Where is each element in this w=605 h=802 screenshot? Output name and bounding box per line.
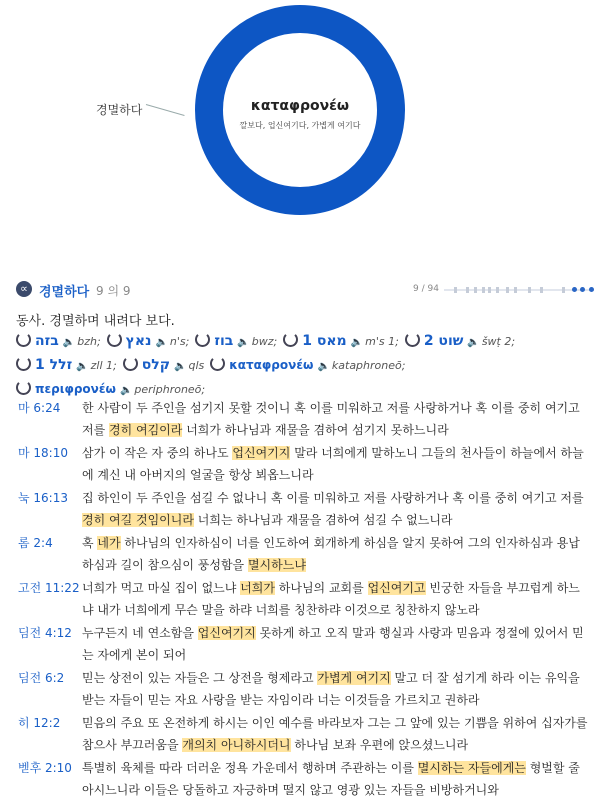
- speaker-icon[interactable]: 🔈: [350, 337, 364, 348]
- verse-text: [82, 487, 591, 531]
- verse-text-part: 믿음의 주요 또 온전하게 하시는 이인 예수를 바라보자 그는 그 앞에 있는 기쁨을 위하여 십자가를 참으사 부끄러움을: [82, 716, 588, 752]
- related-words-icon[interactable]: [16, 356, 31, 371]
- highlighted-word: 네가: [97, 536, 121, 550]
- lemma-form: [210, 354, 405, 378]
- verse-text-part: 혹: [82, 536, 98, 550]
- related-words-icon[interactable]: [123, 356, 138, 371]
- donut-side-label: 경멸하다: [96, 103, 143, 117]
- verse-row: [16, 487, 591, 531]
- donut-svg: [0, 0, 605, 270]
- highlighted-word: 경히 여길 것임이니라: [82, 513, 194, 527]
- transliteration: qls: [188, 359, 205, 372]
- sense-header: [16, 281, 591, 299]
- lemma-form: [107, 330, 190, 354]
- verse-row: [16, 577, 591, 621]
- verse-reference[interactable]: 히 12:2: [18, 716, 61, 730]
- verse-row: [16, 712, 591, 756]
- verse-text: [82, 712, 591, 756]
- speaker-icon[interactable]: 🔈: [467, 337, 480, 348]
- verse-row: [16, 667, 591, 711]
- verse-reference[interactable]: 벧후 2:10: [18, 761, 72, 775]
- verse-text-part: 하나님의 인자하심이 너를 인도하여 회개하게 하심을 알지 못하여 그의 인자하심과 용납하심과 길이 참으심이 풍성함을: [82, 536, 580, 572]
- related-words-icon[interactable]: [405, 332, 420, 347]
- verse-text-part: 빈궁한 자들을 부끄럽게 하느냐 내가 너희에게 무슨 말을 하랴 너희를 칭찬하랴 이것으로 칭찬하지 않노라: [82, 581, 580, 617]
- speaker-icon[interactable]: 🔈: [237, 337, 250, 348]
- lemma-forms: [16, 330, 591, 402]
- verse-text-part: 형벌할 줄 아시느니라 이들은 당돌하고 자긍하며 떨지 않고 영광 있는 자들을 비방하거니와: [82, 761, 580, 797]
- verse-row: [16, 757, 591, 801]
- verse-text: [82, 532, 591, 576]
- related-words-icon[interactable]: [210, 356, 225, 371]
- lemma-form: [195, 330, 277, 354]
- transliteration: m's 1;: [365, 335, 399, 348]
- donut-center-title: καταφρονέω: [250, 98, 350, 114]
- speaker-icon[interactable]: 🔈: [155, 337, 168, 348]
- lemma-form: [123, 354, 205, 378]
- speaker-icon[interactable]: 🔈: [76, 361, 89, 372]
- lemma-link[interactable]: שוט 2: [423, 333, 464, 349]
- speaker-icon[interactable]: 🔈: [174, 361, 187, 372]
- verse-text-part: 누구든지 네 연소함을: [82, 626, 198, 640]
- transliteration: n's;: [169, 335, 190, 348]
- verse-text-part: 말고 더 잘 섬기게 하라 이는 유익을 받는 자들이 믿는 자요 사랑을 받는 자임이라 너는 이것들을 가르치고 권하라: [82, 671, 580, 707]
- verse-list: [16, 397, 591, 802]
- verse-text-part: 삼가 이 작은 자 중의 하나도: [82, 446, 233, 460]
- related-words-icon[interactable]: [107, 332, 122, 347]
- verse-reference[interactable]: 고전 11:22: [18, 581, 80, 595]
- verse-text: [82, 577, 591, 621]
- sense-count: 9 의 9: [96, 284, 131, 298]
- related-words-icon[interactable]: [16, 332, 31, 347]
- transliteration: bzh;: [77, 335, 101, 348]
- highlighted-word: 경히 여김이라: [109, 423, 183, 437]
- verse-reference[interactable]: 마 18:10: [18, 446, 68, 460]
- highlighted-word: 업신여기고: [367, 581, 426, 595]
- lemma-link[interactable]: זלל 1: [35, 357, 73, 373]
- nav-position: 9 / 94: [413, 284, 439, 294]
- verse-reference[interactable]: 마 6:24: [18, 401, 61, 415]
- lemma-form: [16, 354, 117, 378]
- donut-center-subtitle: 깔보다, 업신여기다, 가볍게 여기다: [239, 121, 361, 130]
- verse-reference[interactable]: 눅 16:13: [18, 491, 68, 505]
- transliteration: šwṭ 2;: [481, 335, 516, 348]
- lemma-link[interactable]: בזה: [35, 333, 59, 349]
- transliteration: bwz;: [251, 335, 278, 348]
- transliteration: zll 1;: [90, 359, 117, 372]
- verse-row: [16, 397, 591, 441]
- verse-reference[interactable]: 딤전 6:2: [18, 671, 65, 685]
- sense-timeline[interactable]: [444, 289, 594, 291]
- related-words-icon[interactable]: [283, 332, 298, 347]
- verse-reference[interactable]: 딤전 4:12: [18, 626, 72, 640]
- definition-text: 동사. 경멸하며 내려다 보다.: [16, 314, 175, 329]
- verse-text-part: 못하게 하고 오직 말과 행실과 사랑과 믿음과 정절에 있어서 믿는 자에게 본이 되어: [82, 626, 584, 662]
- lemma-link[interactable]: בוז: [214, 333, 234, 349]
- highlighted-word: 개의치 아니하시더니: [182, 738, 291, 752]
- verse-text-part: 한 사람이 두 주인을 섬기지 못할 것이니 혹 이를 미워하고 저를 사랑하거나 혹 이를 중히 여기고 저를: [82, 401, 580, 437]
- transliteration: kataphroneō;: [331, 359, 406, 372]
- highlighted-word: 멸시하느냐: [247, 558, 306, 572]
- lemma-link[interactable]: καταφρονέω: [229, 358, 314, 372]
- highlighted-word: 너희가: [240, 581, 275, 595]
- verse-text: [82, 667, 591, 711]
- verse-text-part: 집 하인이 두 주인을 섬길 수 없나니 혹 이를 미워하고 저를 사랑하거나 혹 이를 중히 여기고 저를: [82, 491, 584, 505]
- speaker-icon[interactable]: 🔈: [317, 361, 330, 372]
- verse-text: [82, 442, 591, 486]
- verse-text-part: 하나님의 교회를: [274, 581, 368, 595]
- verse-text: [82, 397, 591, 441]
- speaker-icon[interactable]: 🔈: [62, 337, 76, 348]
- lemma-link[interactable]: קלס: [141, 357, 171, 373]
- sense-donut-chart: [0, 0, 605, 270]
- alpha-icon: ∝: [16, 281, 32, 297]
- lemma-link[interactable]: נאץ: [125, 333, 152, 349]
- sense-word[interactable]: 경멸하다: [39, 285, 90, 300]
- verse-text-part: 하나님 보좌 우편에 앉으셨느니라: [290, 738, 469, 752]
- verse-text-part: 너희가 하나님과 재물을 겸하여 섬기지 못하느니라: [182, 423, 449, 437]
- verse-text-part: 너희는 하나님과 재물을 겸하여 섬길 수 없느니라: [193, 513, 453, 527]
- highlighted-word: 가볍게 여기지: [317, 671, 391, 685]
- lemma-form: [283, 330, 399, 354]
- transliteration: periphroneō;: [134, 383, 206, 396]
- verse-text-part: 믿는 상전이 있는 자들은 그 상전을 형제라고: [82, 671, 318, 685]
- verse-row: [16, 622, 591, 666]
- lemma-form: [16, 330, 101, 354]
- highlighted-word: 멸시하는 자들에게는: [417, 761, 526, 775]
- lemma-form: [405, 330, 515, 354]
- highlighted-word: 업신여기지: [232, 446, 291, 460]
- timeline-dot[interactable]: [572, 287, 577, 292]
- speaker-icon[interactable]: 🔈: [119, 385, 133, 396]
- verse-row: [16, 532, 591, 576]
- highlighted-word: 업신여기지: [197, 626, 256, 640]
- verse-reference[interactable]: 롬 2:4: [18, 536, 53, 550]
- lemma-link[interactable]: מאס 1: [302, 333, 347, 349]
- verse-text: [82, 757, 591, 801]
- verse-text-part: 너희가 먹고 마실 집이 없느냐: [82, 581, 241, 595]
- verse-text: [82, 622, 591, 666]
- verse-text-part: 특별히 육체를 따라 더러운 정욕 가운데서 행하며 주관하는 이를: [82, 761, 418, 775]
- timeline-dot[interactable]: [589, 287, 594, 292]
- verse-row: [16, 442, 591, 486]
- related-words-icon[interactable]: [16, 380, 31, 395]
- timeline-dot[interactable]: [580, 287, 585, 292]
- related-words-icon[interactable]: [195, 332, 210, 347]
- verse-text-part: 말라 너희에게 말하노니 그들의 천사들이 하늘에서 하늘에 계신 내 아버지의 얼굴을 항상 뵈옵느니라: [82, 446, 584, 482]
- lemma-link[interactable]: περιφρονέω: [35, 382, 116, 396]
